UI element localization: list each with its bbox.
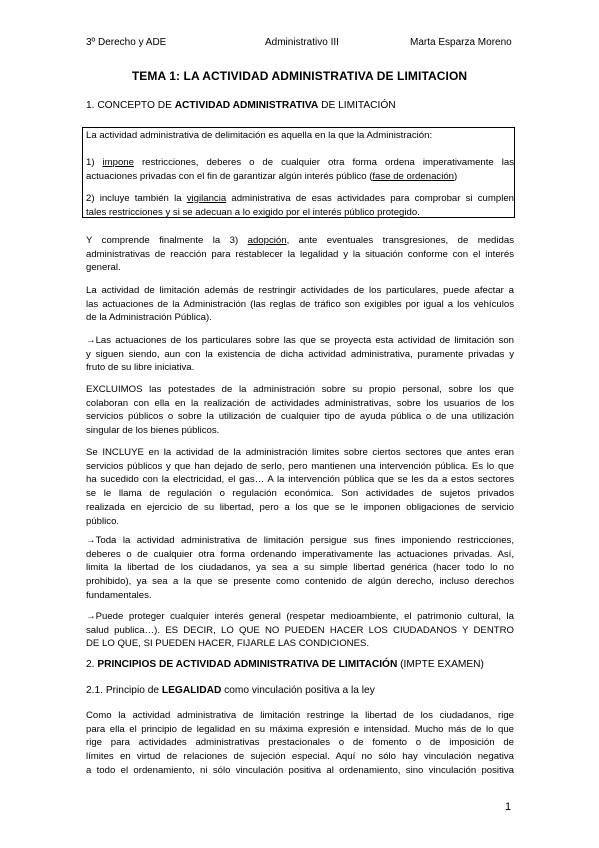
text-line: se le llama de regulación o regulación económica. Son actividades de sujetos privados — [86, 488, 514, 500]
heading-bold: ACTIVIDAD ADMINISTRATIVA — [174, 100, 319, 111]
heading-text: CONCEPTO DE — [97, 100, 175, 111]
heading-bold: ACTIVIDAD ADMINISTRATIVA — [175, 659, 319, 670]
section-1-heading — [86, 100, 396, 111]
paragraph-limitacion — [86, 284, 514, 325]
text-line: La actividad administrativa de delimitación es aquella en la que la Administración: — [86, 130, 433, 141]
text-line: Se INCLUYE en la actividad de la administración limites sobre ciertos sectores que antes eran — [86, 447, 514, 458]
text-line: 2) incluye también la vigilancia administrativa de esas actividades para comprobar si cumplen — [86, 193, 514, 204]
text-line: ha sucedido con la electricidad, el gas… A la intervención pública que se les da a estos sectores — [86, 474, 514, 486]
text-line: Y comprende finalmente la 3) adopción, ante eventuales transgresiones, de medidas — [86, 235, 514, 246]
text-line: límites en virtud de relaciones de sujeción especial. Aquí no sólo hay vinculación negativa — [86, 751, 514, 763]
text-line: colaboran con ella en la realización de actividades administrativas, sobre los usuarios de los — [86, 397, 514, 409]
text-line: general. — [86, 262, 121, 274]
text-line: →Puede proteger cualquier interés general (respetar medioambiente, el patrimonio cultural, la — [86, 611, 514, 622]
heading-number: 2. — [86, 659, 98, 670]
heading-bold: LEGALIDAD — [161, 685, 222, 696]
text-line: de la Administración Pública). — [86, 312, 212, 324]
text-line: salud publica…). ES DECIR, LO QUE NO PUEDEN HACER LOS CIUDADANOS Y DENTRO — [86, 624, 514, 636]
subsection-2-1-heading — [86, 685, 375, 696]
heading-bold: PRINCIPIOS DE — [97, 659, 176, 670]
text-line: actuaciones privadas con el fin de garantizar algún interés público (fase de ordenación) — [86, 170, 458, 182]
paragraph-adopcion — [86, 234, 514, 275]
text-line: las actuaciones de la Administración (las reglas de tráfico son exigibles por igual a los vehículos — [86, 298, 514, 310]
box-point-1 — [86, 156, 514, 183]
paragraph-excluimos — [86, 383, 514, 438]
text-line: administrativas de reacción para restablecer la legalidad y la situación conforme con el interés — [86, 248, 514, 260]
text-line: La actividad de limitación además de restringir actividades de los particulares, puede afectar a — [86, 285, 514, 296]
text-line: →Las actuaciones de los particulares sobre las que se proyecta esta actividad de limitación son — [86, 335, 514, 346]
text-line: fundamentales. — [86, 589, 152, 601]
heading-text: LIMITACIÓN — [338, 100, 396, 111]
box-intro — [86, 129, 514, 143]
paragraph-actuaciones — [86, 334, 514, 375]
heading-text: como vinculación positiva a la ley — [221, 685, 375, 696]
header-left: 3º Derecho y ADE — [86, 37, 167, 48]
heading-number: 1. — [86, 100, 98, 111]
text-line: DE LO QUE, SI PUEDEN HACER, FIJARLE LAS CONDICIONES. — [86, 638, 370, 650]
header-center: Administrativo III — [265, 37, 339, 48]
text-line: singular de los bienes públicos. — [86, 425, 220, 437]
heading-bold: LIMITACIÓN — [338, 659, 398, 670]
heading-text: 2.1. Principio de — [86, 685, 162, 696]
paragraph-proteger — [86, 610, 514, 651]
text-line: y siguen siendo, aun con la existencia de dicha actividad administrativa, puramente privadas y — [86, 348, 514, 360]
text-line: deberes o de cualquier otra forma ordenando imperativamente las actuaciones privadas. Así, — [86, 548, 514, 560]
text-line: para ella el principio de legalidad en su máxima expresión e intensidad. Mucho más de lo que — [86, 723, 514, 735]
text-line: prohibido), ya sea a la que se presente como contenido de algún derecho, incluso derechos — [86, 576, 514, 588]
text-line: a todo el ordenamiento, ni sólo vinculación positiva al ordenamiento, sino vinculación positiva — [86, 764, 514, 776]
header-right: Marta Esparza Moreno — [410, 37, 512, 48]
paragraph-toda — [86, 534, 514, 603]
heading-bold: DE — [318, 659, 339, 670]
text-line: EXCLUIMOS las potestades de la administración sobre su propio personal, sobre los que — [86, 384, 514, 395]
text-line: tales restricciones y si se adecuan a lo exigido por el interés público protegido. — [86, 206, 420, 218]
text-line: Como la actividad administrativa de limitación restringe la libertad de los ciudadanos, rige — [86, 710, 514, 721]
paragraph-incluye — [86, 446, 514, 528]
text-line: realizada en ejercicio de su libertad, pero a los que se le imponen obligaciones de servicio — [86, 501, 514, 513]
text-line: →Toda la actividad administrativa de limitación persigue sus fines imponiendo restricciones, — [86, 535, 514, 546]
box-point-2 — [86, 192, 514, 219]
text-line: servicios públicos o sobre la utilización de cualquier tipo de ayuda pública o de una utilización — [86, 411, 514, 423]
heading-text: (IMPTE EXAMEN) — [397, 659, 484, 670]
text-line: limita la libertad de los ciudadanos, ya sea a su simple libertad genérica (hacer todo lo no — [86, 562, 514, 574]
paragraph-legalidad — [86, 709, 514, 778]
section-2-heading — [86, 659, 484, 670]
text-line: rige para actividades administrativas prestacionales o de fomento o de imposición de — [86, 737, 514, 749]
page-number: 1 — [505, 801, 512, 813]
heading-text: DE — [318, 100, 339, 111]
text-line: servicios públicos y que han dejado de serlo, pero mantienen una intervención pública. Es lo que — [86, 460, 514, 472]
text-line: fruto de su libre iniciativa. — [86, 362, 195, 374]
text-line: 1) impone restricciones, deberes o de cualquier otra forma ordena imperativamente las — [86, 157, 514, 168]
page-title: TEMA 1: LA ACTIVIDAD ADMINISTRATIVA DE LIMITACION — [131, 69, 468, 83]
text-line: público. — [86, 515, 120, 527]
